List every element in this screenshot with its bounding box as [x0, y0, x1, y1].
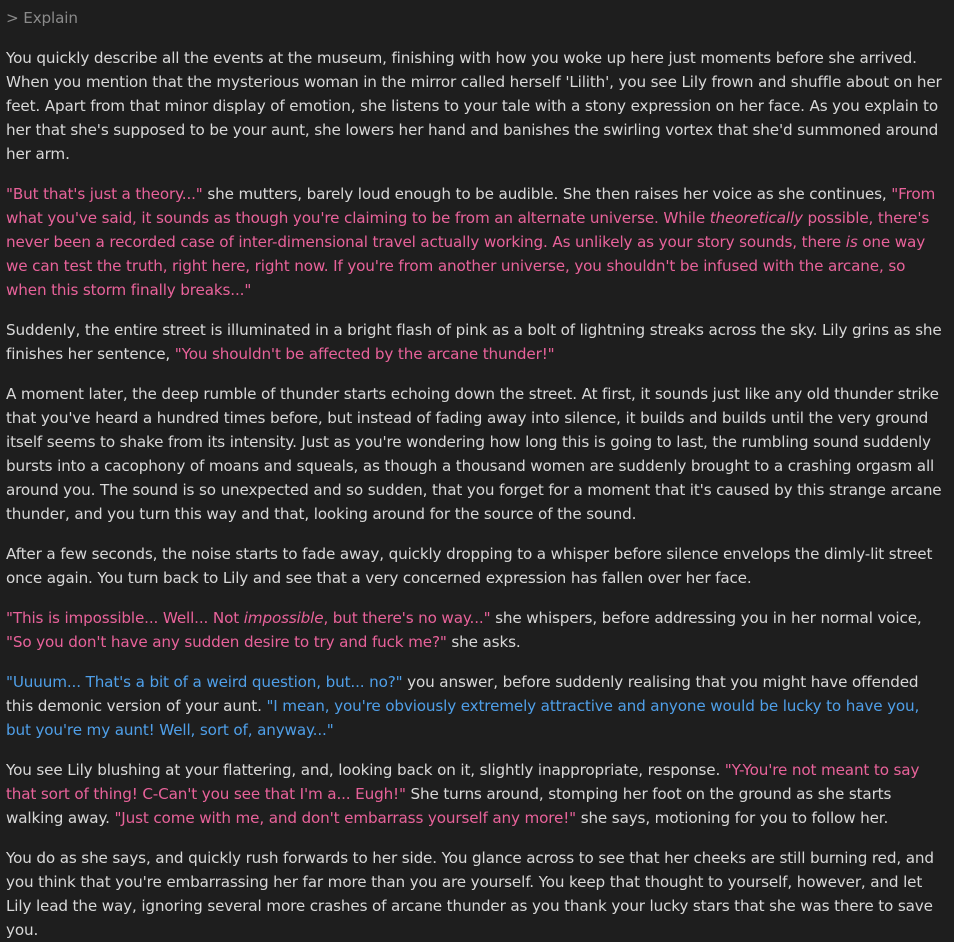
narration-text: You quickly describe all the events at the museum, finishing with how you woke up here just moments before she arrived. When you mention that the mysterious woman in the mirror called herself 'Lilith', you see Lily frown and shuffle about on her feet. Apart from that minor display of emotion, she listens to your tale with a stony expression on her face. As you explain to her that she's supposed to be your aunt, she lowers her hand and banishes the swirling vortex that she'd summoned around her arm.	[6, 49, 942, 163]
narration-text: She turns around, stomping her foot on the ground as she starts walking away.	[6, 785, 892, 827]
story-paragraph	[6, 542, 948, 590]
narration-text: A moment later, the deep rumble of thunder starts echoing down the street. At first, it sounds just like any old thunder strike that you've heard a hundred times before, but instead of fading away into silence, it builds and builds until the very ground itself seems to shake from its intensity. Just as you're wondering how long this is going to last, the rumbling sound suddenly bursts into a cacophony of moans and squeals, as though a thousand women are suddenly brought to a crashing orgasm all around you. The sound is so unexpected and so sudden, that you forget for a moment that it's caused by this strange arcane thunder, and you turn this way and that, looking around for the source of the sound.	[6, 385, 942, 523]
story-paragraph	[6, 670, 948, 742]
lily-dialogue: possible, there's never been a recorded case of inter-dimensional travel actually working. As unlikely as your story sounds, there	[6, 209, 930, 251]
story-paragraph	[6, 46, 948, 166]
narration-text: You see Lily blushing at your flattering, and, looking back on it, slightly inappropriate, response.	[6, 761, 725, 779]
narration-text: You do as she says, and quickly rush forwards to her side. You glance across to see that her cheeks are still burning red, and you think that you're embarrassing her far more than you are yourself. You keep that thought to yourself, however, and let Lily lead the way, ignoring several more crashes of arcane thunder as you thank your lucky stars that she was there to save you.	[6, 849, 934, 939]
narration-text: she asks.	[446, 633, 521, 651]
story-paragraph	[6, 606, 948, 654]
narration-text: she whispers, before addressing you in her normal voice,	[490, 609, 922, 627]
player-dialogue: "Uuuum... That's a bit of a weird question, but... no?"	[6, 673, 403, 691]
narration-text: you answer, before suddenly realising that you might have offended this demonic version of your aunt.	[6, 673, 919, 715]
narration-text: Suddenly, the entire street is illuminated in a bright flash of pink as a bolt of lightning streaks across the sky. Lily grins as she finishes her sentence,	[6, 321, 942, 363]
lily-dialogue: impossible	[243, 609, 324, 627]
narration-text: After a few seconds, the noise starts to fade away, quickly dropping to a whisper before silence envelops the dimly-lit street once again. You turn back to Lily and see that a very concerned expression has fallen over her face.	[6, 545, 933, 587]
narration-text: she says, motioning for you to follow her.	[576, 809, 889, 827]
player-dialogue: "I mean, you're obviously extremely attractive and anyone would be lucky to have you, but you're my aunt! Well, sort of, anyway..."	[6, 697, 920, 739]
lily-dialogue: one way we can test the truth, right here, right now. If you're from another universe, you shouldn't be infused with the arcane, so when this storm finally breaks..."	[6, 233, 926, 299]
lily-dialogue: "This is impossible... Well... Not	[6, 609, 244, 627]
lily-dialogue: "Just come with me, and don't embarrass yourself any more!"	[114, 809, 577, 827]
story-paragraph	[6, 382, 948, 526]
lily-dialogue: "Y-You're not meant to say that sort of thing! C-Can't you see that I'm a... Eugh!"	[6, 761, 920, 803]
story-paragraph	[6, 182, 948, 302]
story-paragraph	[6, 758, 948, 830]
command-echo: > Explain	[6, 9, 78, 27]
lily-dialogue: is	[845, 233, 858, 251]
lily-dialogue: "From what you've said, it sounds as though you're claiming to be from an alternate universe. While	[6, 185, 936, 227]
story-paragraph	[6, 846, 948, 942]
lily-dialogue: "But that's just a theory..."	[6, 185, 203, 203]
lily-dialogue: theoretically	[709, 209, 803, 227]
narration-text: she mutters, barely loud enough to be audible. She then raises her voice as she continues,	[202, 185, 892, 203]
story-paragraphs	[6, 46, 948, 942]
lily-dialogue: "You shouldn't be affected by the arcane thunder!"	[174, 345, 555, 363]
lily-dialogue: , but there's no way..."	[323, 609, 491, 627]
story-paragraph	[6, 318, 948, 366]
lily-dialogue: "So you don't have any sudden desire to try and fuck me?"	[6, 633, 447, 651]
